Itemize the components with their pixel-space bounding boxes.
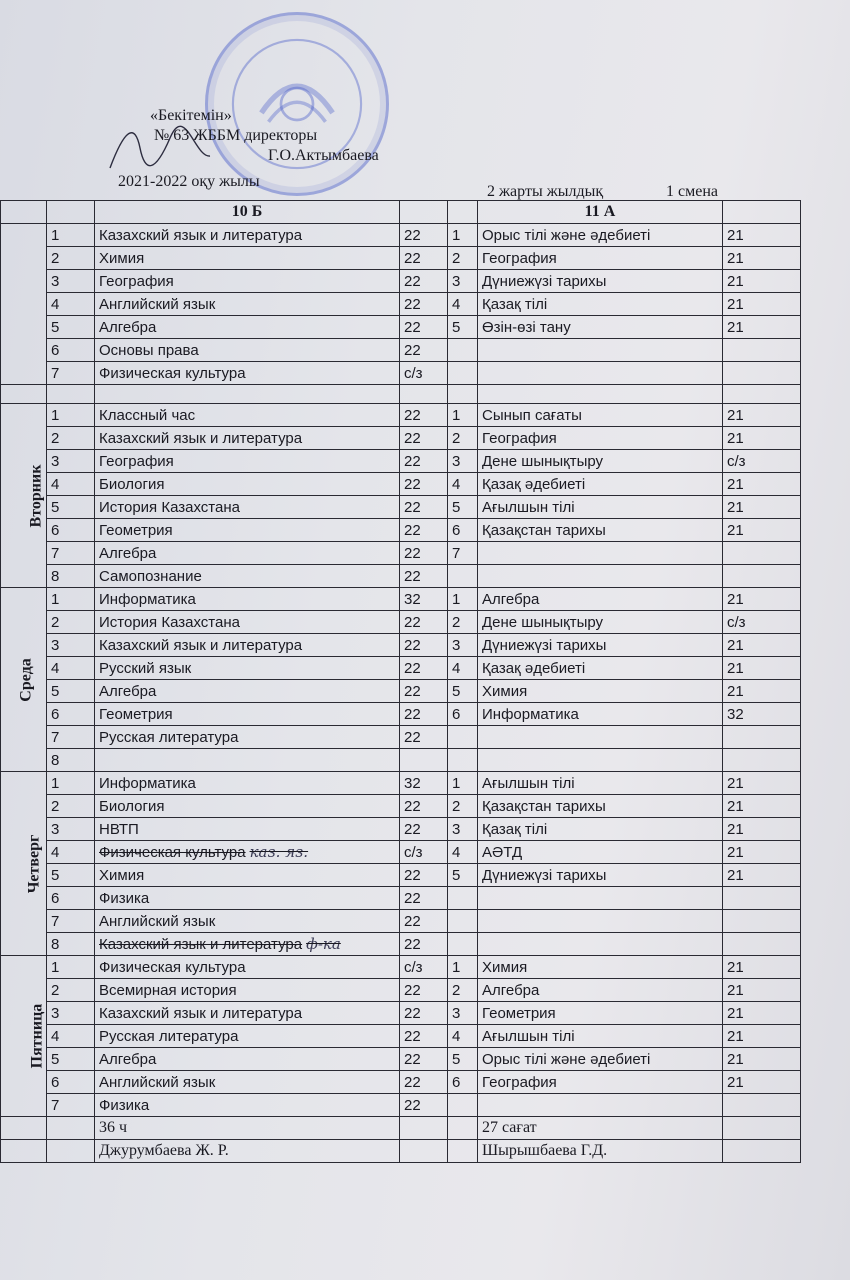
subject-class-a: Геометрия (95, 519, 400, 542)
room-class-b: 21 (723, 1025, 801, 1048)
lesson-number-a: 3 (47, 818, 95, 841)
schedule-row (1, 565, 801, 588)
subject-class-a: Всемирная история (95, 979, 400, 1002)
room-class-a: 22 (400, 450, 448, 473)
room-class-a: 22 (400, 795, 448, 818)
schedule-row (1, 362, 801, 385)
subject-class-b: География (478, 247, 723, 270)
room-class-b (723, 887, 801, 910)
lesson-number-a: 4 (47, 473, 95, 496)
schedule-row (1, 611, 801, 634)
room-class-a: 22 (400, 224, 448, 247)
subject-class-b (478, 933, 723, 956)
lesson-number-a: 1 (47, 404, 95, 427)
lesson-number-a: 3 (47, 1002, 95, 1025)
schedule-row (1, 427, 801, 450)
room-class-a: 22 (400, 427, 448, 450)
room-class-b (723, 362, 801, 385)
subject-class-a: Информатика (95, 772, 400, 795)
subject-class-b: Қазақ әдебиеті (478, 657, 723, 680)
subject-class-b: АӘТД (478, 841, 723, 864)
room-class-a: 22 (400, 473, 448, 496)
lesson-number-a: 3 (47, 634, 95, 657)
hours-row (1, 1117, 801, 1140)
class-header-row (1, 201, 801, 224)
day-label (1, 772, 47, 956)
director-name: Г.О.Актымбаева (268, 147, 379, 164)
room-class-a (400, 749, 448, 772)
subject-class-a: География (95, 270, 400, 293)
lesson-number-a: 8 (47, 749, 95, 772)
day-label (1, 588, 47, 772)
schedule-row (1, 542, 801, 565)
lesson-number-b: 2 (448, 247, 478, 270)
day-name: Пятница (28, 1003, 46, 1069)
lesson-number-b: 5 (448, 316, 478, 339)
lesson-number-a: 7 (47, 910, 95, 933)
lesson-number-b: 1 (448, 956, 478, 979)
room-class-a: 22 (400, 1048, 448, 1071)
lesson-number-a: 8 (47, 933, 95, 956)
room-class-a: 22 (400, 1002, 448, 1025)
subject-class-b: Қазақ тілі (478, 818, 723, 841)
subject-class-a: Русская литература (95, 726, 400, 749)
room-class-a: с/з (400, 841, 448, 864)
subject-class-b: География (478, 1071, 723, 1094)
lesson-number-a: 7 (47, 362, 95, 385)
lesson-number-a: 5 (47, 864, 95, 887)
subject-class-b: Ағылшын тілі (478, 772, 723, 795)
room-class-a: 32 (400, 772, 448, 795)
lesson-number-a: 4 (47, 1025, 95, 1048)
lesson-number-a: 7 (47, 1094, 95, 1117)
schedule-row (1, 247, 801, 270)
room-class-b (723, 933, 801, 956)
room-class-b: 21 (723, 680, 801, 703)
handwritten-note: каз. яз. (249, 843, 309, 861)
half-year: 2 жарты жылдық (487, 183, 604, 200)
day-name: Вторник (27, 464, 45, 527)
subject-class-a: Алгебра (95, 316, 400, 339)
lesson-number-a: 2 (47, 427, 95, 450)
lesson-number-a: 6 (47, 703, 95, 726)
room-class-b: 21 (723, 224, 801, 247)
lesson-number-b (448, 887, 478, 910)
lesson-number-a: 6 (47, 519, 95, 542)
schedule-row (1, 316, 801, 339)
lesson-number-a: 2 (47, 611, 95, 634)
schedule-row (1, 1025, 801, 1048)
lesson-number-a: 6 (47, 887, 95, 910)
academic-year: 2021-2022 оқу жылы (118, 173, 260, 190)
lesson-number-b: 3 (448, 634, 478, 657)
teacher-class-a: Джурумбаева Ж. Р. (95, 1140, 400, 1163)
lesson-number-a: 6 (47, 339, 95, 362)
hours-class-b: 27 сағат (478, 1117, 723, 1140)
subject-class-a: Казахский язык и литература (95, 634, 400, 657)
teacher-class-b: Шырышбаева Г.Д. (478, 1140, 723, 1163)
subject-class-b: Дүниежүзі тарихы (478, 634, 723, 657)
subject-class-b: Информатика (478, 703, 723, 726)
schedule-table (0, 200, 801, 1163)
day-name: Понедельник (44, 255, 47, 353)
lesson-number-b: 6 (448, 1071, 478, 1094)
subject-class-a: Казахский язык и литература (95, 224, 400, 247)
lesson-number-b (448, 1094, 478, 1117)
schedule-row (1, 864, 801, 887)
room-class-b: 21 (723, 1002, 801, 1025)
subject-class-b: Орыс тілі және әдебиеті (478, 224, 723, 247)
lesson-number-a: 7 (47, 542, 95, 565)
subject-class-a: История Казахстана (95, 496, 400, 519)
lesson-number-a: 4 (47, 293, 95, 316)
subject-class-a: Русский язык (95, 657, 400, 680)
lesson-number-b: 2 (448, 979, 478, 1002)
separator-row (1, 385, 801, 404)
schedule-row (1, 979, 801, 1002)
room-class-b: 21 (723, 247, 801, 270)
day-label (1, 956, 47, 1117)
lesson-number-a: 2 (47, 979, 95, 1002)
room-class-b: с/з (723, 450, 801, 473)
room-class-b: 21 (723, 841, 801, 864)
subject-class-a: Физическая культура (95, 956, 400, 979)
lesson-number-b: 4 (448, 1025, 478, 1048)
lesson-number-b: 1 (448, 404, 478, 427)
subject-class-b (478, 726, 723, 749)
schedule-row (1, 1048, 801, 1071)
lesson-number-b: 5 (448, 496, 478, 519)
lesson-number-a: 5 (47, 1048, 95, 1071)
subject-class-b (478, 910, 723, 933)
subject-class-b: Қазақстан тарихы (478, 519, 723, 542)
hours-class-a: 36 ч (95, 1117, 400, 1140)
schedule-row (1, 270, 801, 293)
subject-class-b: Ағылшын тілі (478, 496, 723, 519)
room-class-a: 22 (400, 634, 448, 657)
schedule-row (1, 1071, 801, 1094)
schedule-row (1, 657, 801, 680)
room-class-a: 22 (400, 1071, 448, 1094)
lesson-number-a: 4 (47, 657, 95, 680)
subject-class-b: Қазақстан тарихы (478, 795, 723, 818)
schedule-row (1, 818, 801, 841)
schedule-row (1, 588, 801, 611)
room-class-b: 21 (723, 270, 801, 293)
schedule-row (1, 450, 801, 473)
subject-class-a: Физическая культура каз. яз. (95, 841, 400, 864)
lesson-number-a: 4 (47, 841, 95, 864)
room-class-b (723, 749, 801, 772)
lesson-number-b: 5 (448, 680, 478, 703)
lesson-number-a: 1 (47, 956, 95, 979)
subject-class-a: Информатика (95, 588, 400, 611)
room-class-a: 22 (400, 316, 448, 339)
subject-class-b: Дене шынықтыру (478, 611, 723, 634)
official-seal (205, 12, 389, 196)
day-name: Четверг (25, 834, 43, 893)
room-class-a: 22 (400, 864, 448, 887)
schedule-row (1, 224, 801, 247)
lesson-number-b (448, 339, 478, 362)
room-class-a: 32 (400, 588, 448, 611)
lesson-number-b: 5 (448, 1048, 478, 1071)
subject-class-a: Казахский язык и литература ф-ка (95, 933, 400, 956)
lesson-number-b: 4 (448, 657, 478, 680)
lesson-number-b (448, 565, 478, 588)
room-class-a: 22 (400, 933, 448, 956)
room-class-b: с/з (723, 611, 801, 634)
room-class-a: с/з (400, 362, 448, 385)
schedule-row (1, 1094, 801, 1117)
class-b-header: 11 А (478, 201, 723, 224)
subject-class-b: Қазақ тілі (478, 293, 723, 316)
director-line: № 63 ЖББМ директоры (154, 127, 318, 144)
subject-class-b: Ағылшын тілі (478, 1025, 723, 1048)
lesson-number-b (448, 362, 478, 385)
subject-class-b: Дене шынықтыру (478, 450, 723, 473)
lesson-number-a: 5 (47, 680, 95, 703)
lesson-number-b (448, 749, 478, 772)
room-class-a: 22 (400, 726, 448, 749)
subject-class-b (478, 1094, 723, 1117)
room-class-a: 22 (400, 1094, 448, 1117)
lesson-number-a: 3 (47, 270, 95, 293)
schedule-row (1, 910, 801, 933)
room-class-b: 21 (723, 316, 801, 339)
room-class-b: 21 (723, 473, 801, 496)
room-class-b: 21 (723, 427, 801, 450)
lesson-number-a: 1 (47, 224, 95, 247)
room-class-b: 21 (723, 956, 801, 979)
room-class-b: 21 (723, 818, 801, 841)
room-class-a: 22 (400, 611, 448, 634)
subject-class-b (478, 362, 723, 385)
room-class-a: 22 (400, 680, 448, 703)
day-label (1, 224, 47, 385)
schedule-row (1, 680, 801, 703)
lesson-number-a: 1 (47, 588, 95, 611)
schedule-row (1, 749, 801, 772)
schedule-row (1, 404, 801, 427)
lesson-number-b (448, 726, 478, 749)
lesson-number-a: 7 (47, 726, 95, 749)
lesson-number-a: 6 (47, 1071, 95, 1094)
lesson-number-a: 1 (47, 772, 95, 795)
room-class-b: 32 (723, 703, 801, 726)
handwritten-note: ф-ка (306, 935, 341, 953)
lesson-number-b: 3 (448, 270, 478, 293)
lesson-number-b: 2 (448, 795, 478, 818)
schedule-row (1, 339, 801, 362)
room-class-b: 21 (723, 1071, 801, 1094)
schedule-row (1, 841, 801, 864)
lesson-number-b: 1 (448, 224, 478, 247)
room-class-a: 22 (400, 818, 448, 841)
subject-class-a: Основы права (95, 339, 400, 362)
room-class-b (723, 565, 801, 588)
room-class-a: 22 (400, 542, 448, 565)
subject-class-b (478, 339, 723, 362)
room-class-a: 22 (400, 979, 448, 1002)
room-class-b: 21 (723, 404, 801, 427)
subject-class-b: Өзін-өзі тану (478, 316, 723, 339)
room-class-a: 22 (400, 293, 448, 316)
room-class-a: 22 (400, 247, 448, 270)
room-class-b (723, 339, 801, 362)
subject-class-a: Русская литература (95, 1025, 400, 1048)
subject-class-a: Казахский язык и литература (95, 1002, 400, 1025)
lesson-number-b: 4 (448, 473, 478, 496)
lesson-number-b: 3 (448, 450, 478, 473)
room-class-a: 22 (400, 519, 448, 542)
subject-class-b: Химия (478, 956, 723, 979)
subject-class-b (478, 542, 723, 565)
teacher-row (1, 1140, 801, 1163)
room-class-b: 21 (723, 657, 801, 680)
room-class-a: 22 (400, 910, 448, 933)
subject-class-a: Алгебра (95, 680, 400, 703)
room-class-b: 21 (723, 772, 801, 795)
subject-class-a: Химия (95, 864, 400, 887)
subject-class-b: Сынып сағаты (478, 404, 723, 427)
lesson-number-b: 2 (448, 427, 478, 450)
schedule-row (1, 293, 801, 316)
room-class-b (723, 910, 801, 933)
lesson-number-a: 3 (47, 450, 95, 473)
lesson-number-b (448, 910, 478, 933)
class-a-header: 10 Б (95, 201, 400, 224)
schedule-row (1, 703, 801, 726)
lesson-number-b: 5 (448, 864, 478, 887)
lesson-number-b: 1 (448, 588, 478, 611)
subject-class-b: Геометрия (478, 1002, 723, 1025)
shift-label: 1 смена (666, 183, 718, 200)
room-class-a: 22 (400, 1025, 448, 1048)
lesson-number-b: 6 (448, 519, 478, 542)
subject-class-a: Биология (95, 473, 400, 496)
subject-class-a: Казахский язык и литература (95, 427, 400, 450)
lesson-number-b: 3 (448, 818, 478, 841)
room-class-b: 21 (723, 979, 801, 1002)
subject-class-a: Алгебра (95, 1048, 400, 1071)
room-class-b: 21 (723, 864, 801, 887)
schedule-row (1, 956, 801, 979)
subject-class-b (478, 749, 723, 772)
subject-class-b: Алгебра (478, 979, 723, 1002)
subject-class-a: Физика (95, 887, 400, 910)
room-class-a: 22 (400, 496, 448, 519)
subject-class-a: Химия (95, 247, 400, 270)
schedule-row (1, 795, 801, 818)
subject-class-a: История Казахстана (95, 611, 400, 634)
schedule-row (1, 1002, 801, 1025)
room-class-b: 21 (723, 496, 801, 519)
room-class-b (723, 542, 801, 565)
schedule-row (1, 887, 801, 910)
schedule-row (1, 473, 801, 496)
room-class-b (723, 726, 801, 749)
subject-class-b: Алгебра (478, 588, 723, 611)
lesson-number-a: 5 (47, 316, 95, 339)
subject-class-b (478, 565, 723, 588)
room-class-a: 22 (400, 565, 448, 588)
subject-class-a: Геометрия (95, 703, 400, 726)
lesson-number-a: 2 (47, 247, 95, 270)
subject-class-a: НВТП (95, 818, 400, 841)
room-class-b: 21 (723, 795, 801, 818)
subject-class-b (478, 887, 723, 910)
lesson-number-a: 5 (47, 496, 95, 519)
subject-class-a: Физика (95, 1094, 400, 1117)
room-class-a: с/з (400, 956, 448, 979)
subject-class-b: Дүниежүзі тарихы (478, 864, 723, 887)
schedule-row (1, 634, 801, 657)
subject-class-b: Қазақ әдебиеті (478, 473, 723, 496)
subject-class-a: Алгебра (95, 542, 400, 565)
lesson-number-b: 4 (448, 841, 478, 864)
schedule-row (1, 519, 801, 542)
schedule-row (1, 933, 801, 956)
lesson-number-b: 6 (448, 703, 478, 726)
subject-class-a: Английский язык (95, 293, 400, 316)
schedule-row (1, 496, 801, 519)
approve-title: «Бекітемін» (150, 107, 232, 124)
room-class-b (723, 1094, 801, 1117)
lesson-number-b: 3 (448, 1002, 478, 1025)
room-class-a: 22 (400, 657, 448, 680)
day-label (1, 404, 47, 588)
subject-class-a: География (95, 450, 400, 473)
subject-class-a: Классный час (95, 404, 400, 427)
subject-class-a: Английский язык (95, 1071, 400, 1094)
room-class-a: 22 (400, 404, 448, 427)
lesson-number-b: 4 (448, 293, 478, 316)
room-class-b: 21 (723, 519, 801, 542)
day-name: Среда (17, 657, 35, 702)
subject-class-a: Биология (95, 795, 400, 818)
subject-class-b: Дүниежүзі тарихы (478, 270, 723, 293)
room-class-a: 22 (400, 270, 448, 293)
subject-class-b: Орыс тілі және әдебиеті (478, 1048, 723, 1071)
subject-class-a (95, 749, 400, 772)
subject-class-b: География (478, 427, 723, 450)
subject-class-a: Физическая культура (95, 362, 400, 385)
room-class-b: 21 (723, 634, 801, 657)
room-class-a: 22 (400, 703, 448, 726)
lesson-number-a: 8 (47, 565, 95, 588)
room-class-a: 22 (400, 339, 448, 362)
lesson-number-a: 2 (47, 795, 95, 818)
room-class-b: 21 (723, 588, 801, 611)
subject-class-a: Английский язык (95, 910, 400, 933)
lesson-number-b: 1 (448, 772, 478, 795)
room-class-b: 21 (723, 1048, 801, 1071)
lesson-number-b: 7 (448, 542, 478, 565)
lesson-number-b: 2 (448, 611, 478, 634)
room-class-a: 22 (400, 887, 448, 910)
schedule-row (1, 726, 801, 749)
subject-class-b: Химия (478, 680, 723, 703)
subject-class-a: Самопознание (95, 565, 400, 588)
lesson-number-b (448, 933, 478, 956)
schedule-row (1, 772, 801, 795)
approval-block (150, 106, 379, 166)
room-class-b: 21 (723, 293, 801, 316)
